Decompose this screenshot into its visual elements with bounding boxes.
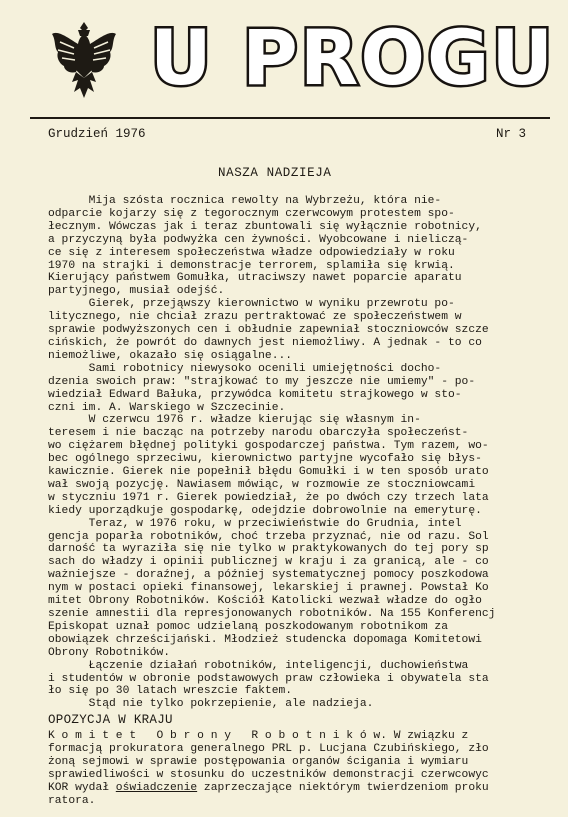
issue-date: Grudzień 1976 <box>48 127 146 141</box>
article-line: odparcie kojarzy się z tegorocznym czerwcowym protestem spo- <box>48 207 455 220</box>
article-heading: NASZA NADZIEJA <box>218 166 332 180</box>
article-line: Teraz, w 1976 roku, w przeciwieństwie do Grudnia, intel <box>48 517 462 530</box>
article-line: i studentów w obronie podstawowych praw człowieka i obywatela sta <box>48 672 489 685</box>
article-line: w styczniu 1971 r. Gierek powiedział, że po dwóch czy trzech lata <box>48 491 489 504</box>
section-body <box>48 730 558 807</box>
article-body <box>48 195 558 711</box>
article-line: Mija szósta rocznica rewolty na Wybrzeżu, która nie- <box>48 195 442 207</box>
article-line: nym w postaci opieki finansowej, lekarskiej i prawnej. Powstał Ko <box>48 582 489 595</box>
article-line: Episkopat uznał pomoc udzielaną poszkodowanym robotnikom za <box>48 620 448 633</box>
article-line: litycznego, nie chciał zrazu pertraktować ze społeczeństwem w <box>48 311 462 324</box>
article-line: cińskich, że powrót do dawnych jest niemożliwy. A jednak - to co <box>48 336 482 349</box>
section-line-start: KOR wydał <box>48 781 116 794</box>
article-line: gencja poparła robotników, choć trzeba przyznać, nie od razu. Sol <box>48 530 489 543</box>
article-line: wiedział Edward Bałuka, przywódca komitetu strajkowego w sto- <box>48 388 462 401</box>
section-line: żoną sejmowi w sprawie postępowania organów ścigania i wymiaru <box>48 755 469 768</box>
article-line: ło się po 30 latach wreszcie faktem. <box>48 685 293 698</box>
article-line: wał swoją pozycję. Nawiasem mówiąc, w rozmowie ze stoczniowcami <box>48 478 476 491</box>
article-line: teresem i nie bacząc na potrzeby narodu obarczyła społeczeńst- <box>48 427 469 440</box>
article-line: ważniejsze - doraźnej, a później systematycznej pomocy poszkodowa <box>48 569 489 582</box>
masthead-rule <box>30 117 550 119</box>
article-line: Gierek, przejąwszy kierownictwo w wyniku przewrotu po- <box>48 298 455 311</box>
section-line-rest: . W związku z <box>380 730 469 742</box>
article-line: a przyczyną była podwyżka cen żywności. Wyobcowane i nieliczą- <box>48 233 469 246</box>
article-line: obowiązek chrześcijański. Młodzież studencka dopomaga Komitetowi <box>48 633 482 646</box>
article-line: Obrony Robotników. <box>48 646 171 659</box>
section-line-rest: zaprzeczające niektórym twierdzeniom proku <box>197 781 489 794</box>
kor-name: K o m i t e t O b r o n y R o b o t n i k ó w <box>48 730 381 742</box>
article-line: Kierujący państwem Gomułka, utraciwszy nawet poparcie aparatu <box>48 272 462 285</box>
statement-link[interactable]: oświadczenie <box>115 781 198 794</box>
article-line: Sami robotnicy niewysoko ocenili umiejętności docho- <box>48 362 442 375</box>
article-line: bec ogólnego sprzeciwu, kierownictwo partyjne wycofało się błys- <box>48 453 482 466</box>
article-line: sprawie podwyższonych cen i obłudnie zapewniał stoczniowców szcze <box>48 324 489 337</box>
article-line: kawicznie. Gierek nie popełnił błędu Gomułki i w ten sposób urato <box>48 466 489 479</box>
article-line: sach do władzy i opinii publicznej w kraju i za granicą, ale - co <box>48 556 489 569</box>
article-line: partyjnego, musiał odejść. <box>48 285 225 298</box>
article-line: 1970 na strajki i demonstracje terrorem, splamiła się krwią. <box>48 259 455 272</box>
article-line: wo ciężarem błędnej polityki gospodarczej państwa. Tym razem, wo- <box>48 440 489 453</box>
section-heading: OPOZYCJA W KRAJU <box>48 713 173 727</box>
section-line: formacją prokuratora generalnego PRL p. Lucjana Czubińskiego, zło <box>48 742 489 755</box>
article-line: niemożliwe, okazało się osiągalne... <box>48 349 293 362</box>
article-line: Łączenie działań robotników, inteligencji, duchowieństwa <box>48 659 469 672</box>
article-line: szenie amnestii dla represjonowanych robotników. Na 155 Konferencj <box>48 608 496 620</box>
article-line: kiedy uporządkuje gospodarkę, odejdzie dobrowolnie na emeryturę. <box>48 504 482 517</box>
section-line: sprawiedliwości w stosunku do uczestników demonstracji czerwcowyc <box>48 768 489 781</box>
article-line: czni im. A. Warskiego w Szczecinie. <box>48 401 286 414</box>
article-line: łecznym. Wówczas jak i teraz zbuntowali się wyłącznie robotnicy, <box>48 220 482 233</box>
newspaper-title: U PROGU <box>150 13 556 102</box>
article-line: W czerwcu 1976 r. władze kierując się własnym in- <box>48 414 421 427</box>
eagle-emblem-icon <box>50 20 118 102</box>
issue-number: Nr 3 <box>496 127 527 141</box>
section-line <box>48 730 558 743</box>
section-line: ratora. <box>48 794 96 807</box>
article-line: dzenia swoich praw: "strajkować to my jeszcze nie umiemy" - po- <box>48 375 476 388</box>
article-line: darność ta wyraziła się nie tylko w praktykowanych do tej pory sp <box>48 543 489 556</box>
section-line <box>48 782 558 795</box>
masthead <box>0 0 568 118</box>
article-line: mitet Obrony Robotników. Kościół Katolicki wezwał władze do ogło <box>48 595 482 608</box>
article-line: Stąd nie tylko pokrzepienie, ale nadzieja. <box>48 698 374 711</box>
article-line: ce się z interesem społeczeństwa władze odpowiedziały w roku <box>48 246 455 259</box>
